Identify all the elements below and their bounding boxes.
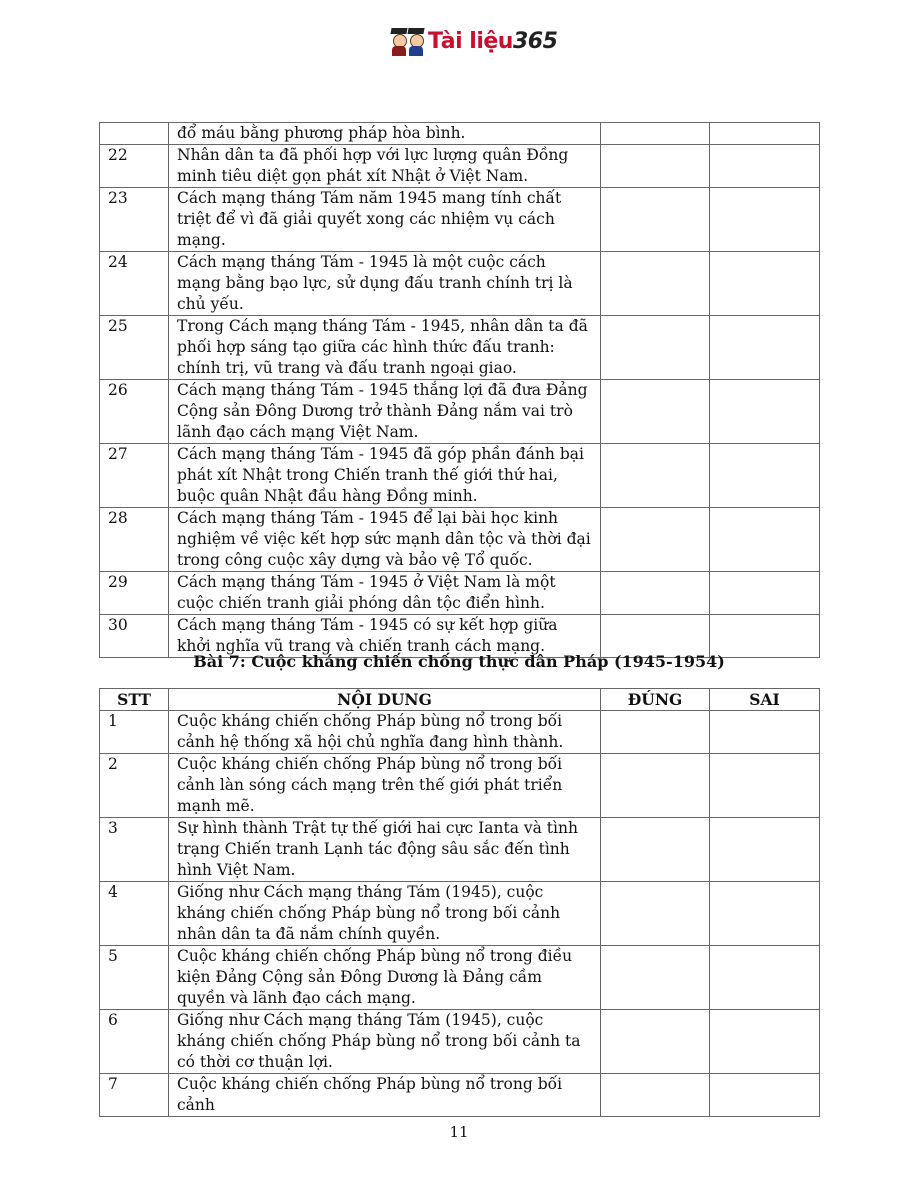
false-answer-cell[interactable] — [710, 444, 820, 508]
table-row — [100, 123, 820, 145]
false-answer-cell[interactable] — [710, 145, 820, 188]
mascot-icon — [391, 26, 424, 56]
stt-cell: 1 — [100, 711, 169, 754]
false-answer-cell[interactable] — [710, 572, 820, 615]
true-answer-cell[interactable] — [601, 572, 710, 615]
true-false-table-lesson7 — [99, 688, 820, 1117]
true-answer-cell[interactable] — [601, 316, 710, 380]
header-true: ĐÚNG — [601, 689, 710, 711]
stt-cell: 7 — [100, 1074, 169, 1117]
stt-cell: 4 — [100, 882, 169, 946]
content-cell: Cuộc kháng chiến chống Pháp bùng nổ trong bối cảnh hệ thống xã hội chủ nghĩa đang hình thành. — [169, 711, 601, 754]
stt-cell: 24 — [100, 252, 169, 316]
stt-cell: 26 — [100, 380, 169, 444]
false-answer-cell[interactable] — [710, 1010, 820, 1074]
true-answer-cell[interactable] — [601, 444, 710, 508]
stt-cell: 25 — [100, 316, 169, 380]
table-body — [100, 123, 820, 658]
content-cell: Cách mạng tháng Tám - 1945 là một cuộc cách mạng bằng bạo lực, sử dụng đấu tranh chính trị là chủ yếu. — [169, 252, 601, 316]
page-number: 11 — [449, 1123, 469, 1141]
content-cell: Cách mạng tháng Tám - 1945 có sự kết hợp giữa khởi nghĩa vũ trang và chiến tranh cách mạng. — [169, 615, 601, 658]
content-cell: Nhân dân ta đã phối hợp với lực lượng quân Đồng minh tiêu diệt gọn phát xít Nhật ở Việt Nam. — [169, 145, 601, 188]
header-stt: STT — [100, 689, 169, 711]
content-cell: Cách mạng tháng Tám - 1945 để lại bài học kinh nghiệm về việc kết hợp sức mạnh dân tộc và thời đại trong công cuộc xây dựng và bảo vệ Tổ quốc. — [169, 508, 601, 572]
section-title: Bài 7: Cuộc kháng chiến chống thực dân Pháp (1945-1954) — [193, 652, 725, 671]
table-row — [100, 711, 820, 754]
false-answer-cell[interactable] — [710, 754, 820, 818]
stt-cell: 27 — [100, 444, 169, 508]
table-row — [100, 754, 820, 818]
header-content: NỘI DUNG — [169, 689, 601, 711]
header-false: SAI — [710, 689, 820, 711]
false-answer-cell[interactable] — [710, 818, 820, 882]
table-row — [100, 818, 820, 882]
true-false-table-continued — [99, 122, 820, 658]
content-cell: Cuộc kháng chiến chống Pháp bùng nổ trong điều kiện Đảng Cộng sản Đông Dương là Đảng cầm quyền và lãnh đạo cách mạng. — [169, 946, 601, 1010]
content-cell: Cách mạng tháng Tám năm 1945 mang tính chất triệt để vì đã giải quyết xong các nhiệm vụ cách mạng. — [169, 188, 601, 252]
true-answer-cell[interactable] — [601, 252, 710, 316]
table-row — [100, 145, 820, 188]
content-cell: Giống như Cách mạng tháng Tám (1945), cuộc kháng chiến chống Pháp bùng nổ trong bối cảnh nhân dân ta đã nắm chính quyền. — [169, 882, 601, 946]
stt-cell: 5 — [100, 946, 169, 1010]
content-cell: Cách mạng tháng Tám - 1945 ở Việt Nam là một cuộc chiến tranh giải phóng dân tộc điển hình. — [169, 572, 601, 615]
table-row — [100, 1074, 820, 1117]
false-answer-cell[interactable] — [710, 123, 820, 145]
stt-cell: 23 — [100, 188, 169, 252]
table-row — [100, 188, 820, 252]
table-row — [100, 508, 820, 572]
false-answer-cell[interactable] — [710, 316, 820, 380]
true-answer-cell[interactable] — [601, 818, 710, 882]
true-answer-cell[interactable] — [601, 882, 710, 946]
true-answer-cell[interactable] — [601, 188, 710, 252]
site-logo — [391, 22, 557, 60]
content-cell: Sự hình thành Trật tự thế giới hai cực Ianta và tình trạng Chiến tranh Lạnh tác động sâu sắc đến tình hình Việt Nam. — [169, 818, 601, 882]
false-answer-cell[interactable] — [710, 711, 820, 754]
content-cell: Cách mạng tháng Tám - 1945 thắng lợi đã đưa Đảng Cộng sản Đông Dương trở thành Đảng nắm vai trò lãnh đạo cách mạng Việt Nam. — [169, 380, 601, 444]
logo-text: Tài liệu365 — [428, 28, 558, 54]
stt-cell: 3 — [100, 818, 169, 882]
stt-cell: 22 — [100, 145, 169, 188]
true-answer-cell[interactable] — [601, 754, 710, 818]
table-row — [100, 252, 820, 316]
false-answer-cell[interactable] — [710, 946, 820, 1010]
false-answer-cell[interactable] — [710, 1074, 820, 1117]
stt-cell: 6 — [100, 1010, 169, 1074]
table-body — [100, 711, 820, 1117]
table-row — [100, 444, 820, 508]
table-row — [100, 1010, 820, 1074]
content-cell: Giống như Cách mạng tháng Tám (1945), cuộc kháng chiến chống Pháp bùng nổ trong bối cảnh ta có thời cơ thuận lợi. — [169, 1010, 601, 1074]
content-cell: Cách mạng tháng Tám - 1945 đã góp phần đánh bại phát xít Nhật trong Chiến tranh thế giới thứ hai, buộc quân Nhật đầu hàng Đồng minh. — [169, 444, 601, 508]
true-answer-cell[interactable] — [601, 1074, 710, 1117]
content-cell: Trong Cách mạng tháng Tám - 1945, nhân dân ta đã phối hợp sáng tạo giữa các hình thức đấu tranh: chính trị, vũ trang và đấu tranh ngoại giao. — [169, 316, 601, 380]
content-cell: Cuộc kháng chiến chống Pháp bùng nổ trong bối cảnh làn sóng cách mạng trên thế giới phát triển mạnh mẽ. — [169, 754, 601, 818]
table-row — [100, 572, 820, 615]
table-row — [100, 882, 820, 946]
stt-cell: 28 — [100, 508, 169, 572]
table-row — [100, 316, 820, 380]
table-row — [100, 380, 820, 444]
stt-cell: 2 — [100, 754, 169, 818]
stt-cell: 30 — [100, 615, 169, 658]
true-answer-cell[interactable] — [601, 145, 710, 188]
table-header-row — [100, 689, 820, 711]
true-answer-cell[interactable] — [601, 1010, 710, 1074]
true-answer-cell[interactable] — [601, 711, 710, 754]
stt-cell — [100, 123, 169, 145]
true-answer-cell[interactable] — [601, 123, 710, 145]
content-cell: đổ máu bằng phương pháp hòa bình. — [169, 123, 601, 145]
stt-cell: 29 — [100, 572, 169, 615]
false-answer-cell[interactable] — [710, 188, 820, 252]
true-answer-cell[interactable] — [601, 508, 710, 572]
true-answer-cell[interactable] — [601, 380, 710, 444]
false-answer-cell[interactable] — [710, 882, 820, 946]
false-answer-cell[interactable] — [710, 252, 820, 316]
true-answer-cell[interactable] — [601, 946, 710, 1010]
content-cell: Cuộc kháng chiến chống Pháp bùng nổ trong bối cảnh — [169, 1074, 601, 1117]
false-answer-cell[interactable] — [710, 508, 820, 572]
false-answer-cell[interactable] — [710, 380, 820, 444]
table-row — [100, 946, 820, 1010]
